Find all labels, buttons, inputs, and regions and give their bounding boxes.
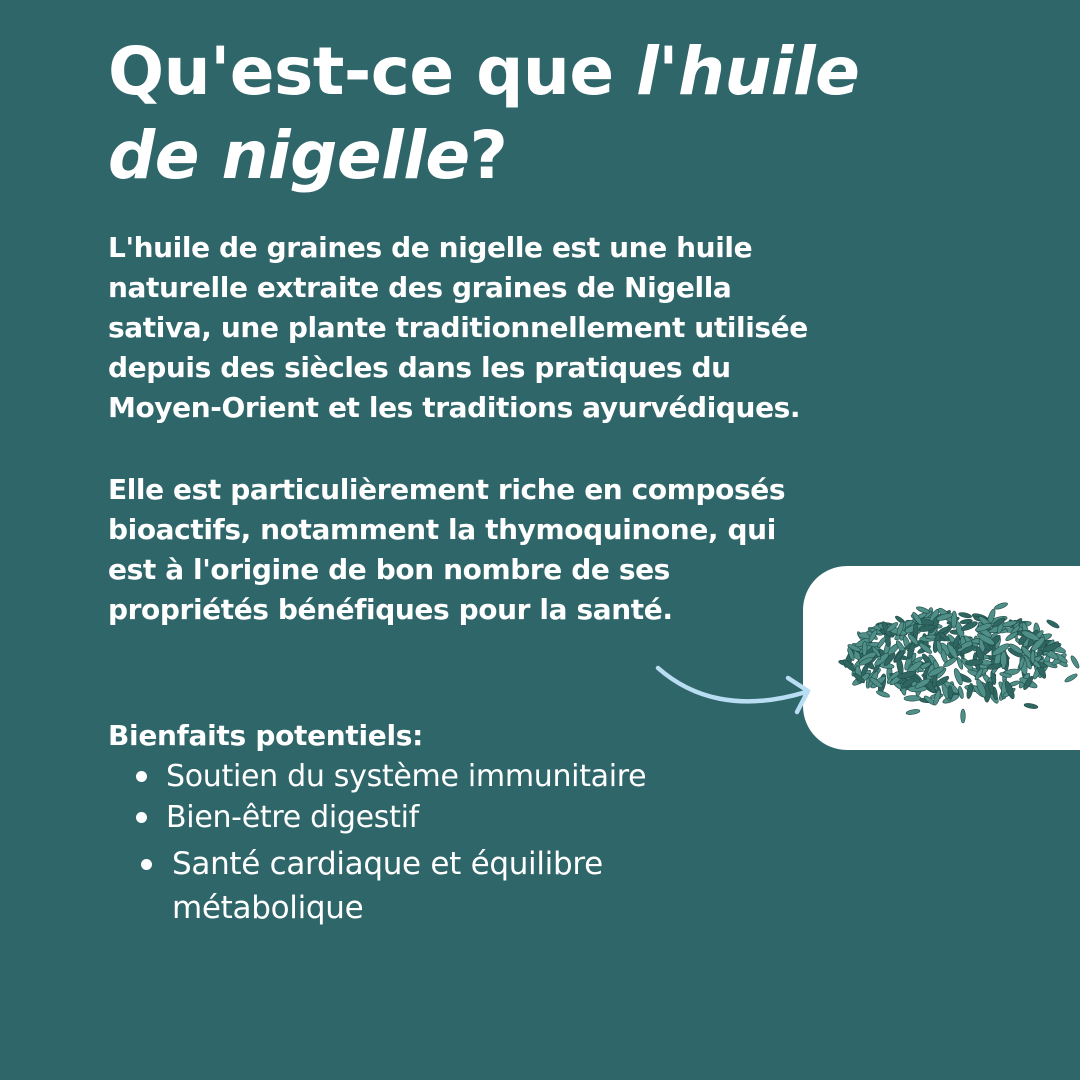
seed-grain bbox=[961, 709, 966, 723]
intro-line: naturelle extraite des graines de Nigella bbox=[108, 271, 732, 304]
list-item: Bien-être digestif bbox=[136, 797, 646, 838]
bullet-icon bbox=[141, 859, 152, 870]
nigella-seeds-icon bbox=[803, 566, 1080, 750]
seed-grain bbox=[913, 623, 918, 638]
intro-line: depuis des siècles dans les pratiques du bbox=[108, 351, 731, 384]
list-item: Santé cardiaque et équilibre métabolique bbox=[136, 842, 646, 930]
bullet-icon bbox=[136, 771, 147, 782]
title-line-1: Qu'est-ce que l'huile bbox=[108, 33, 860, 110]
benefits-heading: Bienfaits potentiels: bbox=[108, 719, 424, 752]
seed-grain bbox=[1024, 703, 1039, 710]
seed-grain bbox=[906, 709, 921, 716]
intro-line: Moyen-Orient et les traditions ayurvédiques. bbox=[108, 391, 801, 424]
seed-grain bbox=[948, 686, 953, 700]
intro-line: L'huile de graines de nigelle est une huile bbox=[108, 231, 753, 264]
seed-grain bbox=[1070, 655, 1080, 669]
composition-line: est à l'origine de bon nombre de ses bbox=[108, 553, 670, 586]
seed-grain bbox=[958, 612, 972, 619]
intro-line: sativa, une plante traditionnellement utilisée bbox=[108, 311, 808, 344]
list-item: Soutien du système immunitaire bbox=[136, 756, 646, 797]
title-line-2: de nigelle? bbox=[108, 117, 508, 194]
seed-grain bbox=[994, 601, 1009, 610]
benefits-list bbox=[136, 756, 646, 930]
seed-grain bbox=[1046, 619, 1060, 630]
seed-grain bbox=[1064, 673, 1078, 684]
seed-image-card bbox=[803, 566, 1080, 750]
bullet-icon bbox=[136, 812, 147, 823]
seed-grain bbox=[1031, 651, 1035, 664]
composition-line: propriétés bénéfiques pour la santé. bbox=[108, 593, 673, 626]
composition-line: bioactifs, notamment la thymoquinone, qui bbox=[108, 513, 776, 546]
curved-arrow-icon bbox=[640, 650, 830, 730]
intro-paragraph bbox=[108, 228, 948, 428]
seed-grain bbox=[904, 695, 921, 701]
seed-grain bbox=[862, 641, 867, 656]
page-title bbox=[108, 30, 948, 198]
composition-line: Elle est particulièrement riche en composés bbox=[108, 473, 786, 506]
